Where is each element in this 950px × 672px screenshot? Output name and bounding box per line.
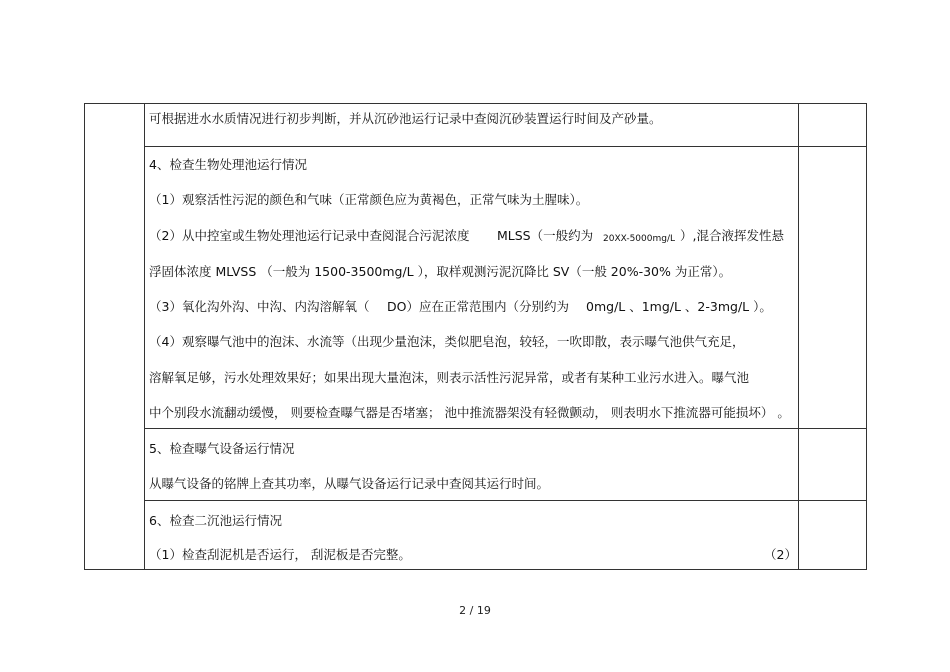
paragraph-line: 从曝气设备的铭牌上查其功率，从曝气设备运行记录中查阅其运行时间。 — [149, 476, 550, 491]
paragraph-line: 浮固体浓度 MLVSS （一般为 1500-3500mg/L ），取样观测污泥沉降比 SV（一般 20%-30% 为正常）。 — [149, 264, 732, 279]
paragraph-line: ）,混合液挥发性悬 — [680, 228, 784, 243]
paragraph-line: （1）观察活性污泥的颜色和气味（正常颜色应为黄褐色，正常气味为土腥味）。 — [149, 192, 589, 207]
paragraph-line: 中个别段水流翻动缓慢， 则要检查曝气器是否堵塞； 池中推流器架没有轻微颤动， 则表明水下推流器可能损坏） 。 — [149, 405, 790, 420]
paragraph-line: 0mg/L 、1mg/L 、2-3mg/L ）。 — [586, 299, 772, 314]
paragraph-line-small: 20XX-5000mg/L — [603, 234, 676, 244]
row-divider — [144, 500, 867, 501]
section-title: 5、检查曝气设备运行情况 — [149, 441, 295, 456]
paragraph-line: （1）检查刮泥机是否运行， 刮泥板是否完整。 — [149, 547, 411, 562]
paragraph-line: （4）观察曝气池中的泡沫、水流等（出现少量泡沫，类似肥皂泡，较轻，一吹即散，表示曝气池供气充足， — [149, 334, 745, 349]
paragraph-line: MLSS（一般约为 — [497, 228, 594, 243]
section-title: 4、检查生物处理池运行情况 — [149, 157, 307, 172]
paragraph-line: 溶解氧足够，污水处理效果好；如果出现大量泡沫，则表示活性污泥异常，或者有某种工业污水进入。曝气池 — [149, 370, 750, 385]
row-divider — [144, 428, 867, 429]
paragraph-line: （2）从中控室或生物处理池运行记录中查阅混合污泥浓度 — [149, 228, 470, 243]
page-number: 2 / 19 — [459, 604, 491, 617]
row-divider — [144, 146, 867, 147]
paragraph-line: DO）应在正常范围内（分别约为 — [387, 299, 569, 314]
table-cell-text: 可根据进水水质情况进行初步判断，并从沉砂池运行记录中查阅沉砂装置运行时间及产砂量。 — [149, 111, 662, 126]
section-title: 6、检查二沉池运行情况 — [149, 513, 282, 528]
paragraph-line: （3）氧化沟外沟、中沟、内沟溶解氧（ — [149, 299, 370, 314]
paragraph-line-continuation: （2） — [764, 547, 797, 562]
